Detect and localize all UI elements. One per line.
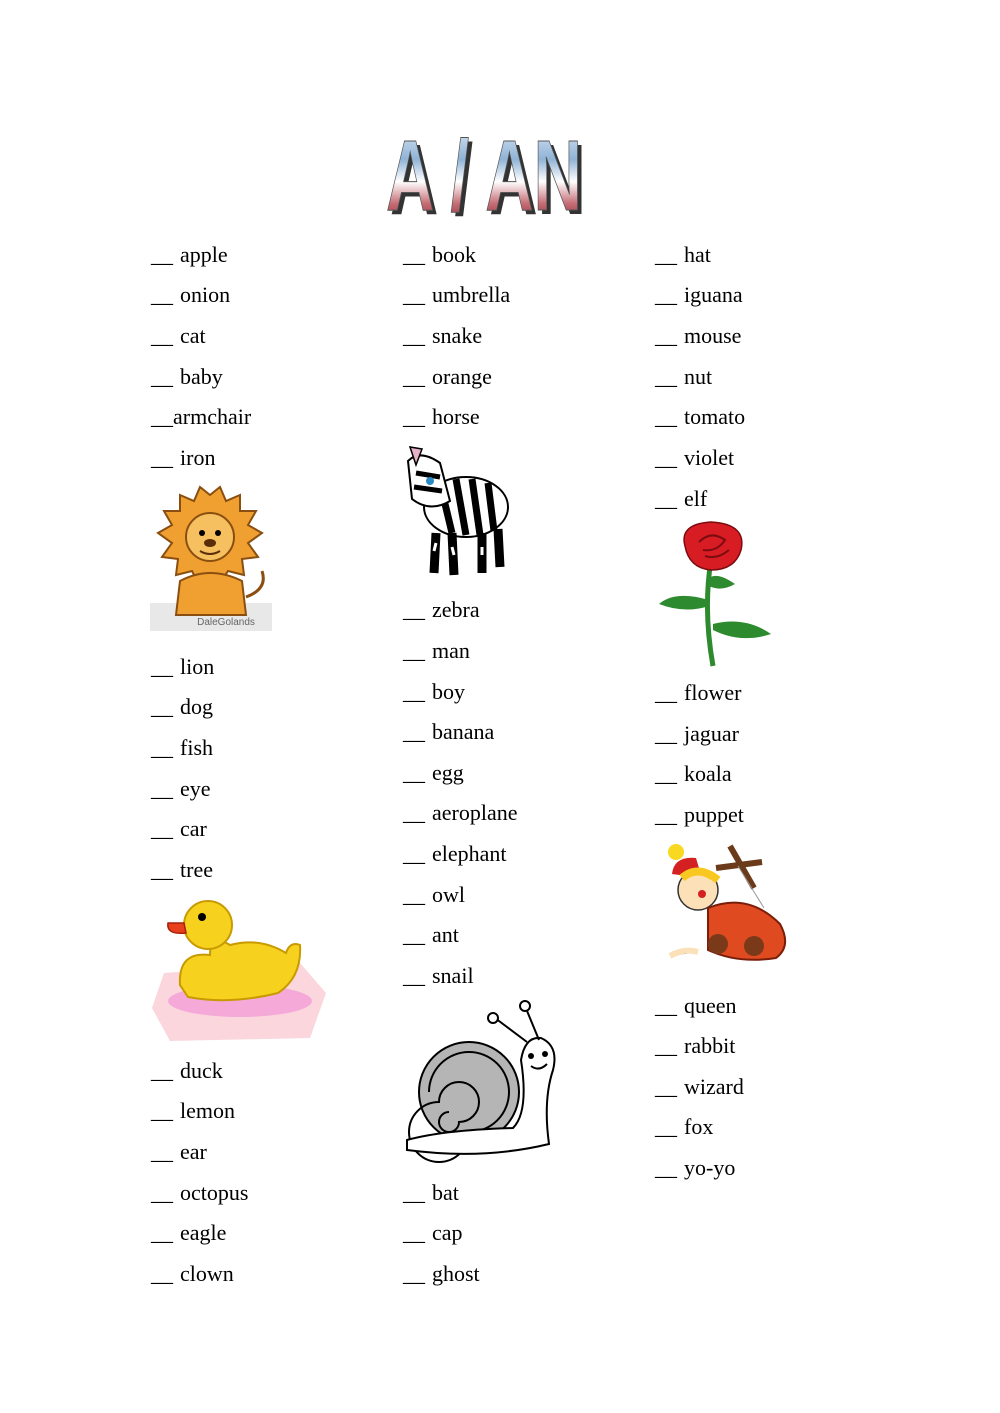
word-item-apple [151, 242, 228, 268]
answer-blank[interactable]: __ [151, 857, 173, 882]
answer-blank[interactable]: __ [151, 1139, 173, 1164]
answer-blank[interactable]: __ [151, 654, 173, 679]
word-item-tomato [655, 404, 745, 430]
word-item-zebra [403, 597, 480, 623]
word-label: horse [432, 404, 480, 429]
word-label: queen [684, 993, 737, 1018]
answer-blank[interactable]: __ [151, 364, 173, 389]
word-label: fox [684, 1114, 714, 1139]
word-label: violet [684, 445, 735, 470]
word-item-snail [403, 963, 474, 989]
word-item-eye [151, 776, 211, 802]
word-label: cap [432, 1220, 463, 1245]
answer-blank[interactable]: __ [151, 816, 173, 841]
answer-blank[interactable]: __ [403, 364, 425, 389]
answer-blank[interactable]: __ [655, 1074, 677, 1099]
answer-blank[interactable]: __ [655, 242, 677, 267]
answer-blank[interactable]: __ [655, 802, 677, 827]
word-label: duck [180, 1058, 223, 1083]
word-label: man [432, 638, 470, 663]
answer-blank[interactable]: __ [403, 1180, 425, 1205]
word-label: onion [180, 282, 231, 307]
answer-blank[interactable]: __ [403, 679, 425, 704]
snail-picture [403, 1000, 563, 1164]
word-item-ear [151, 1139, 207, 1165]
answer-blank[interactable]: __ [403, 404, 425, 429]
word-item-man [403, 638, 470, 664]
answer-blank[interactable]: __ [403, 1220, 425, 1245]
word-item-mouse [655, 323, 741, 349]
word-item-cat [151, 323, 206, 349]
word-label: zebra [432, 597, 480, 622]
word-label: owl [432, 882, 465, 907]
word-label: tree [180, 857, 213, 882]
word-label: elephant [432, 841, 507, 866]
word-item-wizard [655, 1074, 744, 1100]
worksheet-title [380, 118, 590, 223]
word-item-cap [403, 1220, 463, 1246]
word-label: elf [684, 486, 708, 511]
word-item-dog [151, 694, 213, 720]
answer-blank[interactable]: __ [403, 242, 425, 267]
word-item-ant [403, 922, 459, 948]
lion-picture [150, 485, 272, 631]
word-label: umbrella [432, 282, 511, 307]
word-item-aeroplane [403, 800, 518, 826]
word-item-owl [403, 882, 465, 908]
answer-blank[interactable]: __ [151, 1261, 173, 1286]
word-item-octopus [151, 1180, 248, 1206]
word-item-rabbit [655, 1033, 735, 1059]
word-item-onion [151, 282, 230, 308]
word-item-yo-yo [655, 1155, 735, 1181]
word-item-koala [655, 761, 732, 787]
word-label: armchair [173, 404, 252, 429]
word-item-baby [151, 364, 223, 390]
word-label: puppet [684, 802, 744, 827]
word-item-armchair [151, 404, 251, 430]
word-item-ghost [403, 1261, 480, 1287]
word-item-hat [655, 242, 711, 268]
word-label: eye [180, 776, 211, 801]
answer-blank[interactable]: __ [655, 1114, 677, 1139]
answer-blank[interactable]: __ [403, 963, 425, 988]
word-label: octopus [180, 1180, 249, 1205]
answer-blank[interactable]: __ [151, 404, 173, 429]
word-label: orange [432, 364, 492, 389]
answer-blank[interactable]: __ [403, 282, 425, 307]
answer-blank[interactable]: __ [655, 721, 677, 746]
word-label: egg [432, 760, 464, 785]
word-label: tomato [684, 404, 746, 429]
word-label: ant [432, 922, 459, 947]
puppet-picture [668, 838, 798, 966]
answer-blank[interactable]: __ [403, 882, 425, 907]
answer-blank[interactable]: __ [655, 486, 677, 511]
word-item-car [151, 816, 207, 842]
word-item-snake [403, 323, 482, 349]
word-label: baby [180, 364, 223, 389]
word-item-puppet [655, 802, 744, 828]
answer-blank[interactable]: __ [151, 735, 173, 760]
word-label: mouse [684, 323, 742, 348]
word-item-nut [655, 364, 712, 390]
word-label: lemon [180, 1098, 235, 1123]
word-item-tree [151, 857, 213, 883]
word-label: dog [180, 694, 213, 719]
word-item-jaguar [655, 721, 739, 747]
answer-blank[interactable]: __ [403, 597, 425, 622]
answer-blank[interactable]: __ [151, 242, 173, 267]
word-label: snail [432, 963, 474, 988]
answer-blank[interactable]: __ [655, 323, 677, 348]
word-item-horse [403, 404, 480, 430]
answer-blank[interactable]: __ [151, 1180, 173, 1205]
rose-picture [655, 520, 773, 668]
answer-blank[interactable]: __ [151, 1058, 173, 1083]
word-label: flower [684, 680, 742, 705]
answer-blank[interactable]: __ [655, 680, 677, 705]
word-label: boy [432, 679, 465, 704]
word-label: yo-yo [684, 1155, 736, 1180]
word-item-book [403, 242, 476, 268]
word-label: aeroplane [432, 800, 518, 825]
answer-blank[interactable]: __ [151, 445, 173, 470]
word-item-duck [151, 1058, 223, 1084]
word-item-violet [655, 445, 734, 471]
duck-picture [150, 893, 328, 1043]
word-label: wizard [684, 1074, 744, 1099]
word-label: iguana [684, 282, 743, 307]
word-label: nut [684, 364, 713, 389]
word-item-eagle [151, 1220, 226, 1246]
word-label: cat [180, 323, 206, 348]
answer-blank[interactable]: __ [151, 694, 173, 719]
answer-blank[interactable]: __ [655, 993, 677, 1018]
word-item-boy [403, 679, 465, 705]
word-label: clown [180, 1261, 234, 1286]
answer-blank[interactable]: __ [655, 364, 677, 389]
title-text-shadow: A / AN [390, 124, 586, 223]
word-item-elephant [403, 841, 507, 867]
answer-blank[interactable]: __ [403, 760, 425, 785]
word-item-lion [151, 654, 214, 680]
answer-blank[interactable]: __ [151, 323, 173, 348]
answer-blank[interactable]: __ [403, 719, 425, 744]
word-item-elf [655, 486, 707, 512]
answer-blank[interactable]: __ [655, 404, 677, 429]
answer-blank[interactable]: __ [403, 841, 425, 866]
word-label: eagle [180, 1220, 227, 1245]
word-item-banana [403, 719, 494, 745]
word-item-fox [655, 1114, 713, 1140]
word-item-iron [151, 445, 215, 471]
word-label: hat [684, 242, 711, 267]
zebra-picture [400, 443, 514, 583]
word-label: ear [180, 1139, 207, 1164]
word-label: banana [432, 719, 495, 744]
word-item-iguana [655, 282, 743, 308]
word-item-bat [403, 1180, 459, 1206]
word-item-umbrella [403, 282, 510, 308]
word-item-flower [655, 680, 741, 706]
answer-blank[interactable]: __ [655, 1155, 677, 1180]
word-item-egg [403, 760, 464, 786]
answer-blank[interactable]: __ [403, 922, 425, 947]
answer-blank[interactable]: __ [403, 800, 425, 825]
word-item-lemon [151, 1098, 235, 1124]
word-label: jaguar [684, 721, 739, 746]
answer-blank[interactable]: __ [403, 638, 425, 663]
word-item-orange [403, 364, 492, 390]
word-label: lion [180, 654, 215, 679]
answer-blank[interactable]: __ [151, 1098, 173, 1123]
word-item-queen [655, 993, 737, 1019]
answer-blank[interactable]: __ [655, 282, 677, 307]
word-label: snake [432, 323, 483, 348]
title-text: A / AN [386, 120, 582, 223]
answer-blank[interactable]: __ [655, 1033, 677, 1058]
word-label: apple [180, 242, 228, 267]
answer-blank[interactable]: __ [151, 1220, 173, 1245]
answer-blank[interactable]: __ [151, 776, 173, 801]
answer-blank[interactable]: __ [403, 1261, 425, 1286]
word-label: bat [432, 1180, 459, 1205]
word-item-clown [151, 1261, 234, 1287]
word-label: car [180, 816, 207, 841]
word-label: ghost [432, 1261, 480, 1286]
word-label: rabbit [684, 1033, 736, 1058]
answer-blank[interactable]: __ [151, 282, 173, 307]
word-label: fish [180, 735, 213, 760]
answer-blank[interactable]: __ [655, 761, 677, 786]
lion-caption: DaleGolands [197, 617, 255, 628]
word-label: koala [684, 761, 732, 786]
answer-blank[interactable]: __ [403, 323, 425, 348]
answer-blank[interactable]: __ [655, 445, 677, 470]
word-label: iron [180, 445, 216, 470]
word-label: book [432, 242, 476, 267]
word-item-fish [151, 735, 213, 761]
